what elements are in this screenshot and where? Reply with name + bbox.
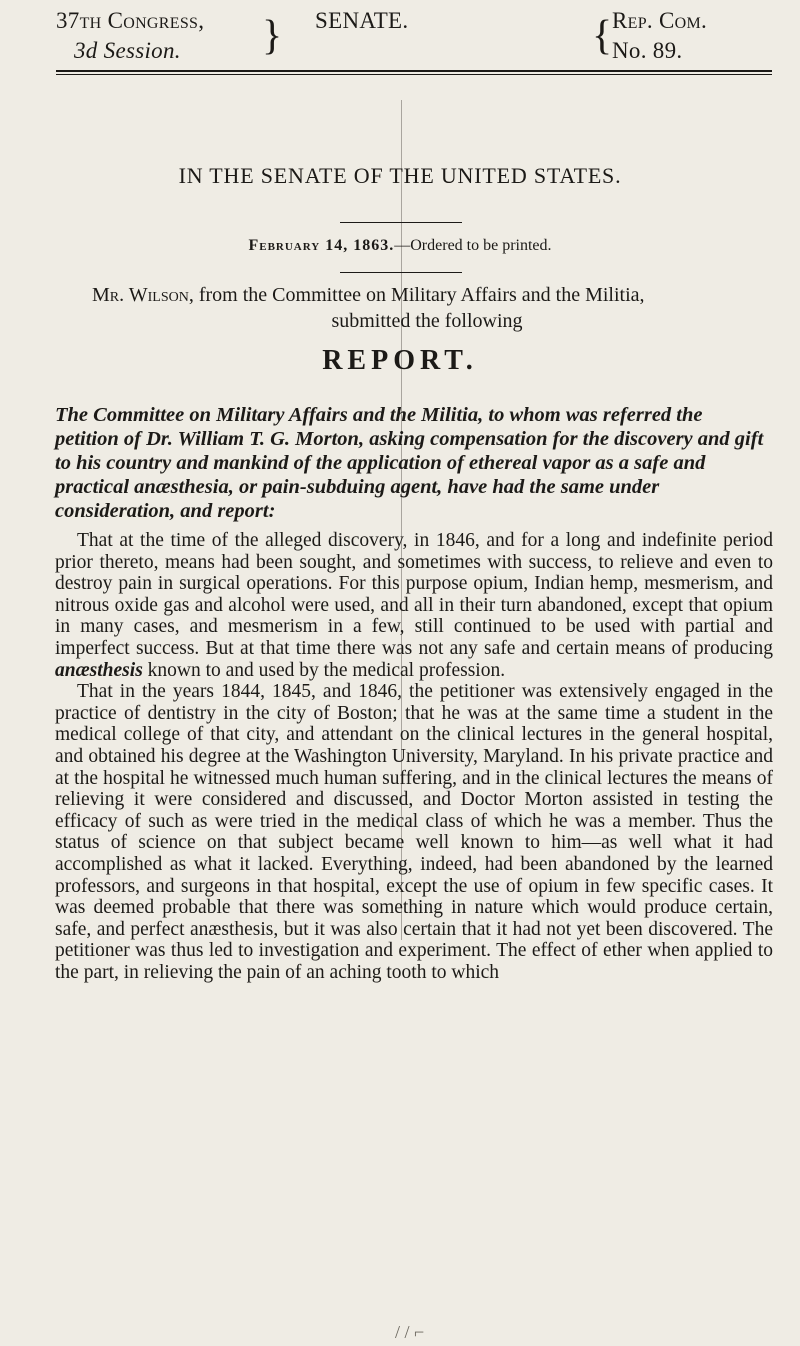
page-signature-mark: / / ⌐	[395, 1322, 425, 1342]
order-text: —Ordered to be printed.	[394, 237, 552, 254]
session-label: 3d Session.	[74, 38, 181, 63]
paragraph-1-emphasis: anæsthesis	[55, 659, 143, 681]
intro-line1: from the Committee on Military Affairs and the Militia,	[193, 284, 645, 306]
report-body	[55, 530, 773, 983]
header-rule-thin	[56, 74, 772, 75]
report-title: REPORT.	[322, 345, 478, 376]
report-number: No. 89.	[612, 38, 683, 63]
right-brace: {	[592, 13, 613, 59]
senate-header: SENATE.	[315, 8, 409, 33]
intro-line2: submitted the following	[331, 310, 523, 332]
short-rule-top	[340, 222, 462, 223]
committee-summary: The Committee on Military Affairs and the Militia, to whom was referred the petition of Dr. William T. G. Morton, asking compensation for the discovery and gift to his country and mankind of the application of ethereal vapor as a safe and practical anæsthesia, or pain-subduing agent, have had the same under consideration, and report:	[55, 404, 764, 522]
header-rule	[56, 70, 772, 72]
short-rule-bottom	[340, 272, 462, 273]
report-number-header	[612, 6, 707, 66]
order-line	[0, 237, 800, 255]
congress-label: 37th Congress,	[56, 8, 205, 33]
paragraph-2: That in the years 1844, 1845, and 1846, the petitioner was extensively engaged in the practice of dentistry in the city of Boston; that he was at the same time a student in the medical college of that city, and attendant on the clinical lectures in the general hospital, and obtained his degree at the Washington University, Maryland. In his private practice and at the hospital he witnessed much human suffering, and in the clinical lectures the means of relieving it were considered and discussed, and Doctor Morton assisted in testing the efficacy of such as were tried in the medical class of which he was a member. Thus the status of science on that subject became well known to him—as well what it had accomplished as what it lacked. Everything, indeed, had been abandoned by the learned professors, and surgeons in that hospital, except the use of opium in few specific cases. It was deemed probable that there was something in nature which would produce certain, safe, and perfect anæsthesis, but it was also certain that it had not yet been discovered. The petitioner was thus led to investigation and experiment. The effect of ether when applied to the part, in relieving the pain of an aching tooth to which	[55, 681, 773, 983]
paragraph-1-text-a: That at the time of the alleged discovery, in 1846, and for a long and indefinite period prior thereto, means had been sought, and sometimes with success, to relieve and even to destroy pain in surgical operations. For this purpose opium, Indian hemp, mesmerism, and nitrous oxide gas and alcohol were used, and all in their turn abandoned, except that opium in many cases, and mesmerism in a few, still continued to be used with partial and imperfect success. But at that time there was not any safe and certain means of producing	[55, 530, 773, 659]
report-committee-label: Rep. Com.	[612, 8, 708, 33]
intro-paragraph	[92, 283, 762, 333]
senate-title: IN THE SENATE OF THE UNITED STATES.	[178, 163, 622, 188]
order-date: February 14, 1863.	[248, 237, 395, 254]
paragraph-1	[55, 530, 773, 681]
paragraph-1-text-b: known to and used by the medical profession.	[142, 659, 506, 681]
left-brace: }	[262, 13, 283, 59]
congress-session-header	[56, 6, 204, 66]
senator-name: Mr. Wilson,	[92, 284, 194, 306]
